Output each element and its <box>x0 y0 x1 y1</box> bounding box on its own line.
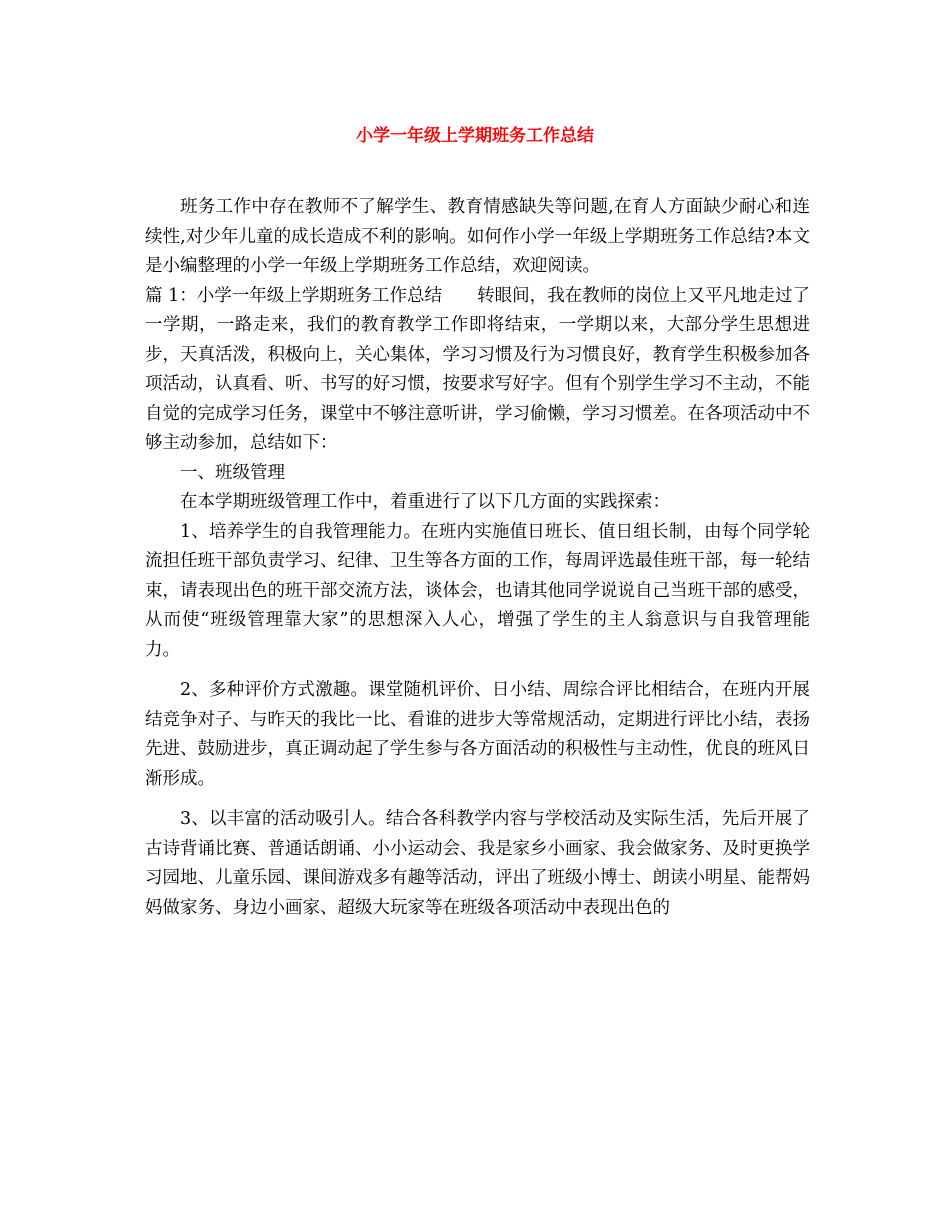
document-title: 小学一年级上学期班务工作总结 <box>356 126 594 146</box>
article-paragraph: 篇 1：小学一年级上学期班务工作总结 转眼间，我在教师的岗位上又平凡地走过了一学期，一路走来，我们的教育教学工作即将结束，一学期以来，大部分学生思想进步，天真活泼，积极向上，关心集体，学习习惯及行为习惯良好，教育学生积极参加各项活动，认真看、听、书写的好习惯，按要求写好字。但有个别学生学习不主动，不能自觉的完成学习任务，课堂中不够注意听讲，学习偷懒，学习习惯差。在各项活动中不够主动参加，总结如下： <box>145 285 810 453</box>
document-body <box>145 193 810 923</box>
intro-paragraph: 班务工作中存在教师不了解学生、教育情感缺失等问题,在育人方面缺少耐心和连续性,对少年儿童的成长造成不利的影响。如何作小学一年级上学期班务工作总结?本文是小编整理的小学一年级上学期班务工作总结，欢迎阅读。 <box>145 197 810 276</box>
point-2-paragraph: 2、多种评价方式激趣。课堂随机评价、日小结、周综合评比相结合，在班内开展结竞争对子、与昨天的我比一比、看谁的进步大等常规活动，定期进行评比小结，表扬先进、鼓励进步，真正调动起了学生参与各方面活动的积极性与主动性，优良的班风日渐形成。 <box>145 680 810 789</box>
section-intro-paragraph: 在本学期班级管理工作中，着重进行了以下几方面的实践探索： <box>180 492 670 512</box>
point-1-paragraph: 1、培养学生的自我管理能力。在班内实施值日班长、值日组长制，由每个同学轮流担任班干部负责学习、纪律、卫生等各方面的工作，每周评选最佳班干部，每一轮结束，请表现出色的班干部交流方法，谈体会，也请其他同学说说自己当班干部的感受，从而使“班级管理靠大家”的思想深入人心，增强了学生的主人翁意识与自我管理能力。 <box>145 521 810 660</box>
section-heading: 一、班级管理 <box>180 462 285 483</box>
point-3-paragraph: 3、以丰富的活动吸引人。结合各科教学内容与学校活动及实际生活，先后开展了古诗背诵比赛、普通话朗诵、小小运动会、我是家乡小画家、我会做家务、及时更换学习园地、儿童乐园、课间游戏多有趣等活动，评出了班级小博士、朗读小明星、能帮妈妈做家务、身边小画家、超级大玩家等在班级各项活动中表现出色的 <box>145 809 810 918</box>
